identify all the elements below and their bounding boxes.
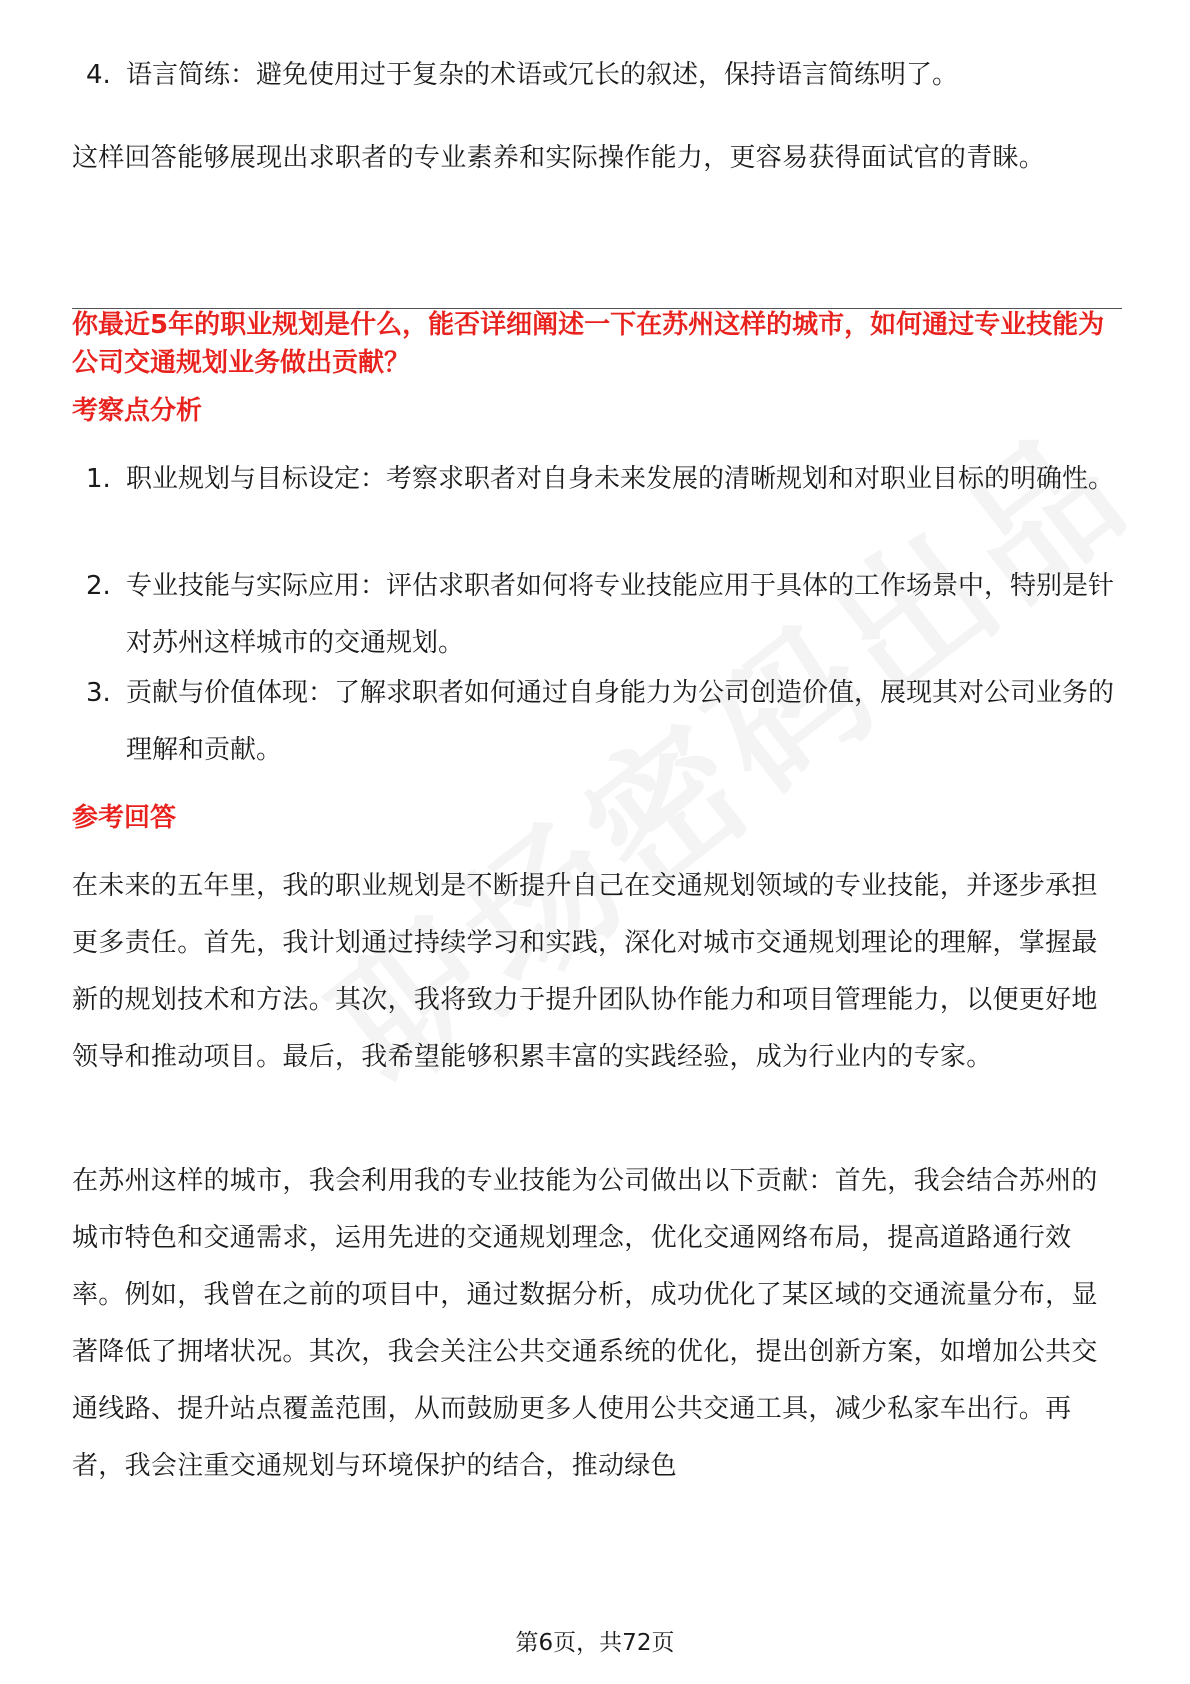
analysis-heading: 考察点分析 xyxy=(72,396,203,426)
list-text: 语言简练：避免使用过于复杂的术语或冗长的叙述，保持语言简练明了。 xyxy=(126,60,959,90)
conclusion-paragraph: 这样回答能够展现出求职者的专业素养和实际操作能力，更容易获得面试官的青睐。 xyxy=(72,143,1046,173)
answer-heading: 参考回答 xyxy=(72,803,177,833)
list-text: 专业技能与实际应用：评估求职者如何将专业技能应用于具体的工作场景中，特别是针对苏州这样城市的交通规划。 xyxy=(126,571,1115,658)
list-item xyxy=(72,47,1122,104)
list-number: 1. xyxy=(86,464,111,494)
answer-paragraph: 在苏州这样的城市，我会利用我的专业技能为公司做出以下贡献：首先，我会结合苏州的城市特色和交通需求，运用先进的交通规划理念，优化交通网络布局，提高道路通行效率。例如，我曾在之前的项目中，通过数据分析，成功优化了某区域的交通流量分布，显著降低了拥堵状况。其次，我会关注公共交通系统的优化，提出创新方案，如增加公共交通线路、提升站点覆盖范围，从而鼓励更多人使用公共交通工具，减少私家车出行。再者，我会注重交通规划与环境保护的结合，推动绿色 xyxy=(72,1166,1098,1481)
page-number-footer: 第6页，共72页 xyxy=(515,1630,675,1656)
analysis-item xyxy=(72,665,1122,779)
list-number: 4. xyxy=(86,60,111,90)
list-number: 2. xyxy=(86,571,111,601)
list-text: 职业规划与目标设定：考察求职者对自身未来发展的清晰规划和对职业目标的明确性。 xyxy=(126,464,1115,494)
list-text: 贡献与价值体现：了解求职者如何通过自身能力为公司创造价值，展现其对公司业务的理解和贡献。 xyxy=(126,678,1115,765)
question-title: 你最近5年的职业规划是什么，能否详细阐述一下在苏州这样的城市，如何通过专业技能为公司交通规划业务做出贡献？ xyxy=(72,310,1105,378)
list-number: 3. xyxy=(86,678,111,708)
answer-paragraph: 在未来的五年里，我的职业规划是不断提升自己在交通规划领域的专业技能，并逐步承担更多责任。首先，我计划通过持续学习和实践，深化对城市交通规划理论的理解，掌握最新的规划技术和方法。其次，我将致力于提升团队协作能力和项目管理能力，以便更好地领导和推动项目。最后，我希望能够积累丰富的实践经验，成为行业内的专家。 xyxy=(72,871,1098,1072)
analysis-item xyxy=(72,451,1122,508)
analysis-item xyxy=(72,558,1122,672)
